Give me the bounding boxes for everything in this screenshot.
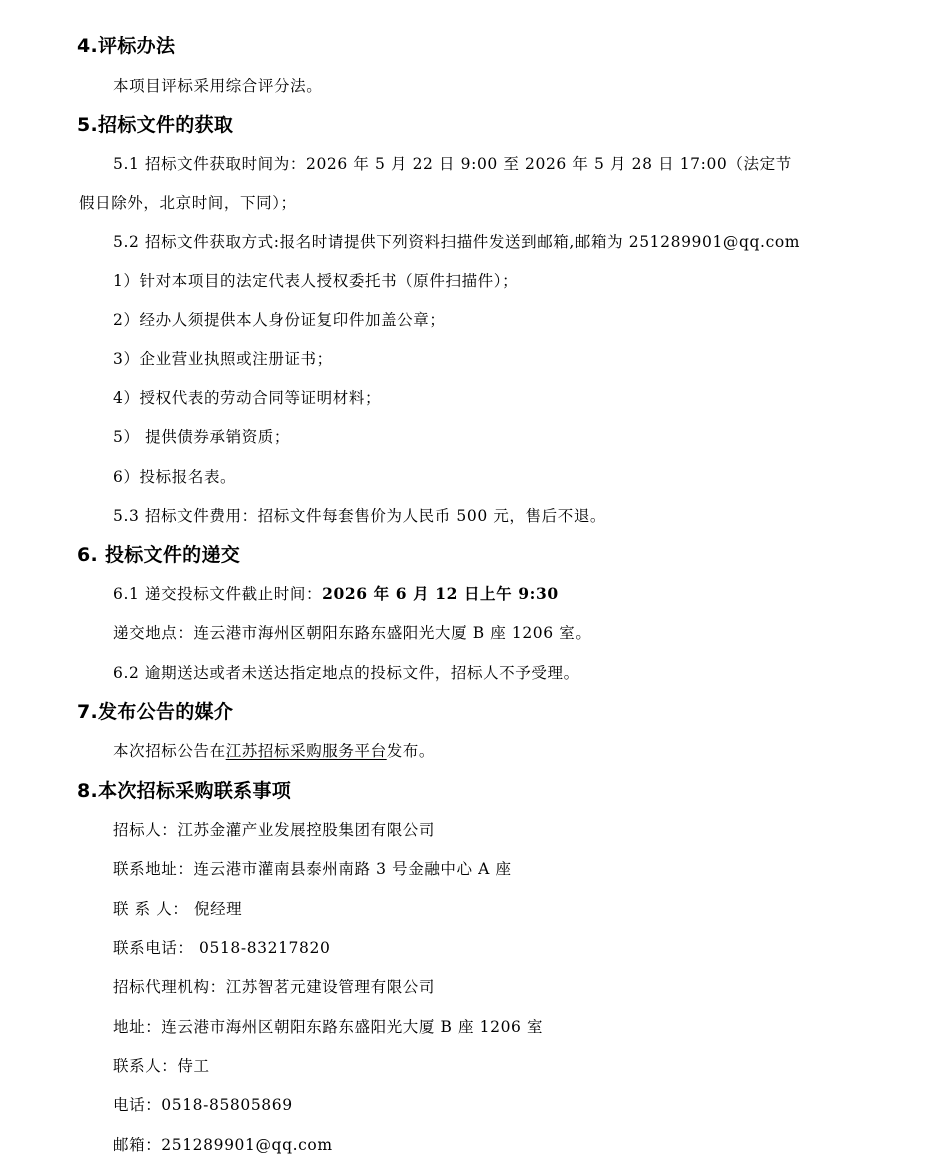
publication-media-suffix: 发布。 [386,742,436,760]
acquisition-time-line-1: 5.1 招标文件获取时间为：2026 年 5 月 22 日 9:00 至 2026 年 5 月 28 日 17:00（法定节 [113,155,792,173]
contact-address: 联系地址：连云港市灌南县泰州南路 3 号金融中心 A 座 [113,860,512,878]
agency-contact-person: 联系人：侍工 [113,1057,210,1075]
list-item: 4）授权代表的劳动合同等证明材料； [113,389,382,407]
list-item: 2）经办人须提供本人身份证复印件加盖公章； [113,311,446,329]
section-8-heading: 8.本次招标采购联系事项 [77,780,292,802]
late-submission-note: 6.2 逾期送达或者未送达指定地点的投标文件，招标人不予受理。 [113,664,580,682]
contact-person: 联 系 人： 倪经理 [113,900,243,918]
agency-email[interactable]: 邮箱：251289901@qq.com [113,1136,333,1154]
section-6-heading: 6. 投标文件的递交 [77,544,241,566]
submission-deadline [113,583,559,605]
submission-location: 递交地点：连云港市海州区朝阳东路东盛阳光大厦 B 座 1206 室。 [113,624,592,642]
list-item: 1）针对本项目的法定代表人授权委托书（原件扫描件）； [113,272,519,290]
section-4-heading: 4.评标办法 [77,35,176,57]
agency-phone: 电话：0518-85805869 [113,1096,293,1114]
platform-link[interactable]: 江苏招标采购服务平台 [225,742,387,760]
section-4-paragraph: 本项目评标采用综合评分法。 [113,77,323,95]
contact-phone: 联系电话： 0518-83217820 [113,939,331,957]
list-item: 6）投标报名表。 [113,468,237,486]
submission-deadline-value: 2026 年 6 月 12 日上午 9:30 [322,584,559,603]
publication-media [113,740,435,762]
section-7-heading: 7.发布公告的媒介 [77,701,234,723]
publication-media-prefix: 本次招标公告在 [113,742,226,760]
acquisition-time-line-2: 假日除外，北京时间，下同）； [79,194,297,212]
list-item: 5） 提供债券承销资质； [113,428,290,446]
list-item: 3）企业营业执照或注册证书； [113,350,333,368]
document-fee: 5.3 招标文件费用：招标文件每套售价为人民币 500 元，售后不退。 [113,507,607,525]
section-5-heading: 5.招标文件的获取 [77,114,234,136]
submission-deadline-label: 6.1 递交投标文件截止时间： [113,585,323,603]
acquisition-method: 5.2 招标文件获取方式:报名时请提供下列资料扫描件发送到邮箱,邮箱为 251289901@qq.com [113,233,801,251]
contact-tenderer: 招标人：江苏金灌产业发展控股集团有限公司 [113,821,436,839]
agency-name: 招标代理机构：江苏智茗元建设管理有限公司 [113,978,436,996]
agency-address: 地址：连云港市海州区朝阳东路东盛阳光大厦 B 座 1206 室 [113,1018,544,1036]
